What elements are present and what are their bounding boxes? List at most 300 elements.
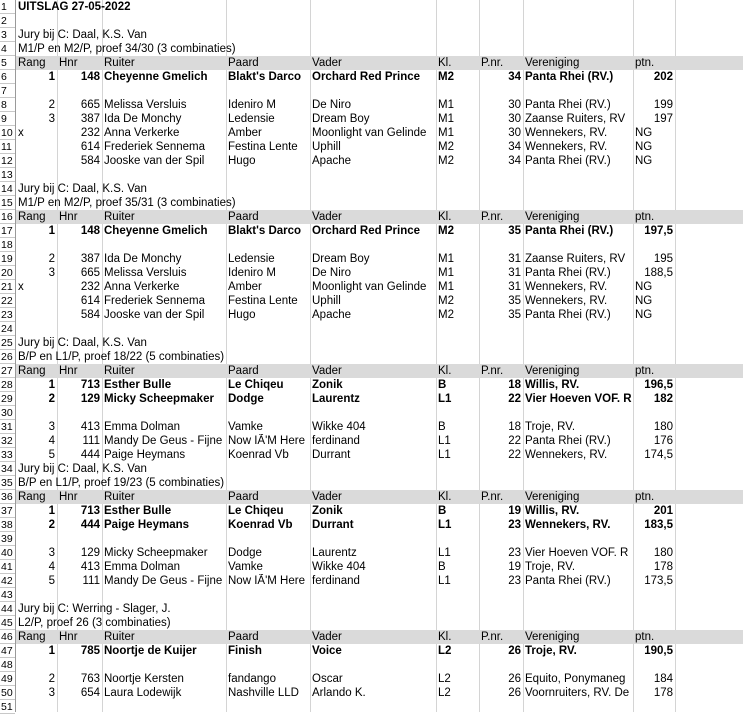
table-row[interactable] — [0, 686, 743, 700]
cell[interactable]: 232 — [80, 281, 100, 293]
cell[interactable]: M1 — [438, 253, 454, 265]
cell[interactable]: Jury bij C: Daal, K.S. Van — [18, 463, 147, 475]
cell[interactable]: M2 — [438, 141, 454, 153]
table-row[interactable] — [0, 252, 743, 266]
cell[interactable]: 2 — [48, 519, 55, 531]
cell[interactable]: B/P en L1/P, proef 18/22 (5 combinaties) — [18, 351, 225, 363]
cell[interactable]: M1/P en M2/P, proef 34/30 (3 combinaties) — [18, 43, 236, 55]
cell[interactable]: ptn. — [635, 491, 655, 503]
cell[interactable]: NG — [635, 281, 653, 293]
cell[interactable]: Jooske van der Spil — [104, 155, 205, 167]
cell[interactable]: UITSLAG 27-05-2022 — [18, 1, 131, 13]
cell[interactable]: 202 — [653, 71, 673, 83]
cell[interactable]: 18 — [508, 421, 521, 433]
cell[interactable]: 3 — [48, 421, 55, 433]
table-row[interactable] — [0, 532, 743, 546]
cell[interactable]: Dodge — [228, 393, 264, 405]
cell[interactable]: 31 — [508, 253, 521, 265]
cell[interactable]: Troje, RV. — [525, 645, 577, 657]
cell[interactable]: Vamke — [228, 421, 263, 433]
cell[interactable]: Kl. — [438, 631, 452, 643]
cell[interactable]: 763 — [80, 673, 100, 685]
row-number[interactable]: 26 — [0, 350, 15, 364]
cell[interactable]: Vereniging — [525, 491, 580, 503]
cell[interactable]: 173,5 — [644, 575, 673, 587]
row-number[interactable]: 21 — [0, 280, 15, 294]
cell[interactable]: 35 — [508, 225, 521, 237]
cell[interactable]: P.nr. — [481, 57, 504, 69]
cell[interactable]: Amber — [228, 281, 262, 293]
cell[interactable]: B — [438, 561, 446, 573]
cell[interactable]: Kl. — [438, 211, 452, 223]
row-number[interactable]: 18 — [0, 238, 15, 252]
row-number[interactable]: 51 — [0, 700, 15, 714]
cell[interactable]: Anna Verkerke — [104, 281, 180, 293]
cell[interactable]: M1 — [438, 267, 454, 279]
cell[interactable]: Laura Lodewijk — [104, 687, 182, 699]
cell[interactable]: Zaanse Ruiters, RV — [525, 113, 626, 125]
row-number[interactable]: 23 — [0, 308, 15, 322]
cell[interactable]: Paard — [228, 211, 259, 223]
cell[interactable]: 1 — [48, 379, 55, 391]
cell[interactable]: 713 — [80, 379, 100, 391]
cell[interactable]: De Niro — [312, 99, 351, 111]
table-row[interactable] — [0, 350, 743, 364]
cell[interactable]: ferdinand — [312, 435, 360, 447]
cell[interactable]: Hugo — [228, 155, 256, 167]
cell[interactable]: Apache — [312, 155, 352, 167]
cell[interactable]: L2 — [438, 645, 452, 657]
row-number[interactable]: 49 — [0, 672, 15, 686]
table-row[interactable] — [0, 476, 743, 490]
cell[interactable]: 413 — [80, 561, 100, 573]
cell[interactable]: Wennekers, RV. — [525, 519, 611, 531]
cell[interactable]: Festina Lente — [228, 295, 298, 307]
cell[interactable]: 713 — [80, 505, 100, 517]
cell[interactable]: Panta Rhei (RV.) — [525, 575, 611, 587]
cell[interactable]: 23 — [508, 547, 521, 559]
cell[interactable]: 5 — [48, 449, 55, 461]
table-row[interactable] — [0, 420, 743, 434]
table-row[interactable] — [0, 28, 743, 42]
cell[interactable]: 413 — [80, 421, 100, 433]
table-row[interactable] — [0, 182, 743, 196]
cell[interactable]: Hnr — [59, 491, 78, 503]
cell[interactable]: 3 — [48, 687, 55, 699]
cell[interactable]: Paige Heymans — [104, 519, 190, 531]
cell[interactable]: Wennekers, RV. — [525, 141, 608, 153]
cell[interactable]: NG — [635, 295, 653, 307]
cell[interactable]: 3 — [48, 113, 55, 125]
table-header-row[interactable] — [0, 210, 743, 224]
table-row[interactable] — [0, 644, 743, 658]
cell[interactable]: Orchard Red Prince — [312, 225, 421, 237]
cell[interactable]: Ruiter — [104, 491, 135, 503]
cell[interactable]: 19 — [508, 505, 521, 517]
cell[interactable]: 35 — [508, 309, 521, 321]
cell[interactable]: NG — [635, 127, 653, 139]
cell[interactable]: Frederiek Sennema — [104, 141, 205, 153]
cell[interactable]: Wennekers, RV. — [525, 449, 608, 461]
table-row[interactable] — [0, 98, 743, 112]
cell[interactable]: 190,5 — [644, 645, 673, 657]
cell[interactable]: fandango — [228, 673, 276, 685]
cell[interactable]: 3 — [48, 547, 55, 559]
cell[interactable]: Troje, RV. — [525, 561, 576, 573]
cell[interactable]: 614 — [80, 141, 100, 153]
row-number[interactable]: 38 — [0, 518, 15, 532]
row-number[interactable]: 19 — [0, 252, 15, 266]
cell[interactable]: Troje, RV. — [525, 421, 576, 433]
cell[interactable]: 22 — [508, 435, 521, 447]
cell[interactable]: Wennekers, RV. — [525, 127, 608, 139]
row-number[interactable]: 42 — [0, 574, 15, 588]
cell[interactable]: Ideniro M — [228, 267, 276, 279]
cell[interactable]: Vereniging — [525, 57, 580, 69]
cell[interactable]: Rang — [18, 631, 46, 643]
table-header-row[interactable] — [0, 56, 743, 70]
cell[interactable]: Vier Hoeven VOF. R — [525, 547, 629, 559]
table-row[interactable] — [0, 154, 743, 168]
cell[interactable]: Emma Dolman — [104, 421, 181, 433]
table-row[interactable] — [0, 308, 743, 322]
table-row[interactable] — [0, 616, 743, 630]
cell[interactable]: 5 — [48, 575, 55, 587]
cell[interactable]: 1 — [48, 71, 55, 83]
cell[interactable]: M2 — [438, 295, 454, 307]
cell[interactable]: Kl. — [438, 491, 452, 503]
cell[interactable]: Zonik — [312, 379, 343, 391]
cell[interactable]: Moonlight van Gelinde — [312, 281, 427, 293]
cell[interactable]: 785 — [80, 645, 100, 657]
cell[interactable]: Vader — [312, 211, 342, 223]
cell[interactable]: Vader — [312, 57, 342, 69]
cell[interactable]: ferdinand — [312, 575, 360, 587]
row-number[interactable]: 3 — [0, 28, 15, 42]
cell[interactable]: Nashville LLD — [228, 687, 299, 699]
cell[interactable]: Panta Rhei (RV.) — [525, 71, 614, 83]
cell[interactable]: Now IÃ'M Here — [228, 575, 305, 587]
table-row[interactable] — [0, 574, 743, 588]
cell[interactable]: x — [18, 281, 24, 293]
row-number[interactable]: 47 — [0, 644, 15, 658]
cell[interactable]: 111 — [82, 575, 100, 587]
cell[interactable]: Anna Verkerke — [104, 127, 180, 139]
cell[interactable]: 34 — [508, 141, 521, 153]
table-row[interactable] — [0, 560, 743, 574]
row-number[interactable]: 40 — [0, 546, 15, 560]
row-number[interactable]: 2 — [0, 14, 15, 28]
table-header-row[interactable] — [0, 364, 743, 378]
row-number[interactable]: 45 — [0, 616, 15, 630]
table-row[interactable] — [0, 294, 743, 308]
table-row[interactable] — [0, 224, 743, 238]
cell[interactable]: Cheyenne Gmelich — [104, 225, 208, 237]
cell[interactable]: Koenrad Vb — [228, 519, 293, 531]
cell[interactable]: Rang — [18, 57, 46, 69]
cell[interactable]: Finish — [228, 645, 262, 657]
cell[interactable]: 201 — [653, 505, 673, 517]
table-row[interactable] — [0, 602, 743, 616]
table-row[interactable] — [0, 70, 743, 84]
cell[interactable]: Ruiter — [104, 211, 135, 223]
row-number[interactable]: 48 — [0, 658, 15, 672]
cell[interactable]: Jury bij C: Daal, K.S. Van — [18, 183, 147, 195]
cell[interactable]: Willis, RV. — [525, 505, 580, 517]
cell[interactable]: Arlando K. — [312, 687, 366, 699]
cell[interactable]: 30 — [508, 127, 521, 139]
cell[interactable]: Durrant — [312, 449, 351, 461]
cell[interactable]: Wennekers, RV. — [525, 281, 608, 293]
table-row[interactable] — [0, 434, 743, 448]
cell[interactable]: 23 — [508, 519, 521, 531]
cell[interactable]: 23 — [508, 575, 521, 587]
cell[interactable]: Panta Rhei (RV.) — [525, 435, 611, 447]
cell[interactable]: 197 — [653, 113, 673, 125]
cell[interactable]: 26 — [508, 687, 521, 699]
row-number[interactable]: 41 — [0, 560, 15, 574]
cell[interactable]: 4 — [48, 561, 55, 573]
cell[interactable]: Dream Boy — [312, 253, 370, 265]
cell[interactable]: Hnr — [59, 631, 78, 643]
row-number[interactable]: 9 — [0, 112, 15, 126]
row-number[interactable]: 22 — [0, 294, 15, 308]
cell[interactable]: Micky Scheepmaker — [104, 393, 214, 405]
cell[interactable]: Zaanse Ruiters, RV — [525, 253, 626, 265]
cell[interactable]: 614 — [80, 295, 100, 307]
table-row[interactable] — [0, 140, 743, 154]
cell[interactable]: 2 — [48, 253, 55, 265]
cell[interactable]: Ida De Monchy — [104, 253, 182, 265]
row-number[interactable]: 14 — [0, 182, 15, 196]
cell[interactable]: P.nr. — [481, 211, 504, 223]
cell[interactable]: 31 — [508, 281, 521, 293]
cell[interactable]: 180 — [653, 421, 673, 433]
row-number[interactable]: 50 — [0, 686, 15, 700]
table-row[interactable] — [0, 168, 743, 182]
cell[interactable]: L1 — [438, 519, 452, 531]
cell[interactable]: Noortje de Kuijer — [104, 645, 197, 657]
table-row[interactable] — [0, 672, 743, 686]
cell[interactable]: 1 — [48, 225, 55, 237]
cell[interactable]: Panta Rhei (RV.) — [525, 267, 611, 279]
cell[interactable]: Blakt's Darco — [228, 225, 302, 237]
cell[interactable]: 183,5 — [644, 519, 673, 531]
cell[interactable]: 2 — [48, 673, 55, 685]
cell[interactable]: Paard — [228, 57, 259, 69]
row-number[interactable]: 33 — [0, 448, 15, 462]
row-number[interactable]: 28 — [0, 378, 15, 392]
cell[interactable]: Koenrad Vb — [228, 449, 289, 461]
cell[interactable]: M2 — [438, 155, 454, 167]
cell[interactable]: Hnr — [59, 211, 78, 223]
cell[interactable]: 387 — [80, 253, 100, 265]
cell[interactable]: Voice — [312, 645, 342, 657]
cell[interactable]: 178 — [653, 561, 673, 573]
cell[interactable]: B — [438, 421, 446, 433]
cell[interactable]: NG — [635, 309, 653, 321]
row-number[interactable]: 5 — [0, 56, 15, 70]
cell[interactable]: Uphill — [312, 295, 341, 307]
row-number[interactable]: 10 — [0, 126, 15, 140]
table-row[interactable] — [0, 546, 743, 560]
cell[interactable]: M2 — [438, 71, 454, 83]
cell[interactable]: L2 — [438, 673, 451, 685]
cell[interactable]: 26 — [508, 673, 521, 685]
cell[interactable]: Paard — [228, 491, 259, 503]
cell[interactable]: 199 — [653, 99, 673, 111]
table-row[interactable] — [0, 42, 743, 56]
table-row[interactable] — [0, 518, 743, 532]
cell[interactable]: P.nr. — [481, 491, 504, 503]
cell[interactable]: 1 — [48, 645, 55, 657]
cell[interactable]: x — [18, 127, 24, 139]
row-number[interactable]: 25 — [0, 336, 15, 350]
cell[interactable]: 18 — [508, 379, 521, 391]
table-row[interactable] — [0, 336, 743, 350]
cell[interactable]: P.nr. — [481, 631, 504, 643]
cell[interactable]: Ruiter — [104, 57, 135, 69]
row-number[interactable]: 27 — [0, 364, 15, 378]
cell[interactable]: Wikke 404 — [312, 561, 366, 573]
cell[interactable]: Wennekers, RV. — [525, 295, 608, 307]
row-number[interactable]: 39 — [0, 532, 15, 546]
cell[interactable]: Wikke 404 — [312, 421, 366, 433]
cell[interactable]: 584 — [80, 155, 100, 167]
row-number[interactable]: 20 — [0, 266, 15, 280]
row-number[interactable]: 11 — [0, 140, 15, 154]
cell[interactable]: Noortje Kersten — [104, 673, 184, 685]
cell[interactable]: Jury bij C: Werring - Slager, J. — [18, 603, 171, 615]
cell[interactable]: Melissa Versluis — [104, 99, 187, 111]
cell[interactable]: 232 — [80, 127, 100, 139]
cell[interactable]: Panta Rhei (RV.) — [525, 155, 611, 167]
table-row[interactable] — [0, 378, 743, 392]
cell[interactable]: M1 — [438, 113, 454, 125]
cell[interactable]: 188,5 — [644, 267, 673, 279]
cell[interactable]: ptn. — [635, 57, 655, 69]
cell[interactable]: Vader — [312, 491, 342, 503]
table-row[interactable] — [0, 392, 743, 406]
cell[interactable]: 184 — [653, 673, 673, 685]
cell[interactable]: 4 — [48, 435, 55, 447]
row-number[interactable]: 16 — [0, 210, 15, 224]
row-number[interactable]: 17 — [0, 224, 15, 238]
cell[interactable]: 30 — [508, 113, 521, 125]
row-number[interactable]: 31 — [0, 420, 15, 434]
cell[interactable]: Panta Rhei (RV.) — [525, 225, 614, 237]
cell[interactable]: 1 — [48, 505, 55, 517]
cell[interactable]: 129 — [80, 547, 100, 559]
cell[interactable]: NG — [635, 155, 653, 167]
cell[interactable]: B — [438, 379, 447, 391]
cell[interactable]: Kl. — [438, 365, 452, 377]
cell[interactable]: 665 — [80, 99, 100, 111]
cell[interactable]: Voornruiters, RV. De — [525, 687, 630, 699]
cell[interactable]: Willis, RV. — [525, 379, 580, 391]
row-number[interactable]: 24 — [0, 322, 15, 336]
cell[interactable]: 30 — [508, 99, 521, 111]
cell[interactable]: M1 — [438, 99, 454, 111]
cell[interactable]: Laurentz — [312, 547, 357, 559]
row-number[interactable]: 29 — [0, 392, 15, 406]
table-row[interactable] — [0, 14, 743, 28]
row-number[interactable]: 36 — [0, 490, 15, 504]
cell[interactable]: Laurentz — [312, 393, 360, 405]
cell[interactable]: L1 — [438, 547, 451, 559]
cell[interactable]: L1 — [438, 449, 451, 461]
row-number[interactable]: 30 — [0, 406, 15, 420]
cell[interactable]: Vereniging — [525, 631, 580, 643]
table-row[interactable] — [0, 196, 743, 210]
cell[interactable]: Ida De Monchy — [104, 113, 182, 125]
cell[interactable]: 584 — [80, 309, 100, 321]
cell[interactable]: 129 — [80, 393, 100, 405]
row-number[interactable]: 34 — [0, 462, 15, 476]
cell[interactable]: Rang — [18, 211, 46, 223]
cell[interactable]: 148 — [80, 225, 100, 237]
cell[interactable]: Vereniging — [525, 365, 580, 377]
cell[interactable]: P.nr. — [481, 365, 504, 377]
cell[interactable]: 387 — [80, 113, 100, 125]
table-row[interactable] — [0, 462, 743, 476]
cell[interactable]: 176 — [653, 435, 673, 447]
cell[interactable]: Uphill — [312, 141, 341, 153]
row-number[interactable]: 12 — [0, 154, 15, 168]
cell[interactable]: M2 — [438, 309, 454, 321]
cell[interactable]: 2 — [48, 99, 55, 111]
cell[interactable]: Hnr — [59, 365, 78, 377]
cell[interactable]: 34 — [508, 155, 521, 167]
row-number[interactable]: 4 — [0, 42, 15, 56]
table-row[interactable] — [0, 238, 743, 252]
cell[interactable]: Kl. — [438, 57, 452, 69]
cell[interactable]: L2/P, proef 26 (3 combinaties) — [18, 617, 171, 629]
row-number[interactable]: 6 — [0, 70, 15, 84]
table-row[interactable] — [0, 266, 743, 280]
cell[interactable]: 178 — [653, 687, 673, 699]
row-number[interactable]: 1 — [0, 0, 15, 14]
cell[interactable]: Durrant — [312, 519, 354, 531]
table-row[interactable] — [0, 322, 743, 336]
cell[interactable]: 444 — [80, 519, 100, 531]
cell[interactable]: Vamke — [228, 561, 263, 573]
cell[interactable]: Dream Boy — [312, 113, 370, 125]
cell[interactable]: 196,5 — [644, 379, 673, 391]
table-row[interactable] — [0, 126, 743, 140]
cell[interactable]: Jury bij C: Daal, K.S. Van — [18, 29, 147, 41]
cell[interactable]: Ledensie — [228, 253, 275, 265]
cell[interactable]: 182 — [653, 393, 673, 405]
cell[interactable]: Ruiter — [104, 631, 135, 643]
cell[interactable]: 197,5 — [644, 225, 673, 237]
table-row[interactable] — [0, 588, 743, 602]
cell[interactable]: L1 — [438, 435, 451, 447]
cell[interactable]: Vader — [312, 365, 342, 377]
cell[interactable]: Micky Scheepmaker — [104, 547, 208, 559]
table-row[interactable] — [0, 84, 743, 98]
cell[interactable]: 22 — [508, 449, 521, 461]
cell[interactable]: 195 — [653, 253, 673, 265]
cell[interactable]: 111 — [82, 435, 100, 447]
cell[interactable]: M1 — [438, 127, 454, 139]
table-row[interactable] — [0, 112, 743, 126]
row-number[interactable]: 8 — [0, 98, 15, 112]
cell[interactable]: L1 — [438, 575, 451, 587]
cell[interactable]: Ledensie — [228, 113, 275, 125]
cell[interactable]: Emma Dolman — [104, 561, 181, 573]
cell[interactable]: Esther Bulle — [104, 505, 172, 517]
